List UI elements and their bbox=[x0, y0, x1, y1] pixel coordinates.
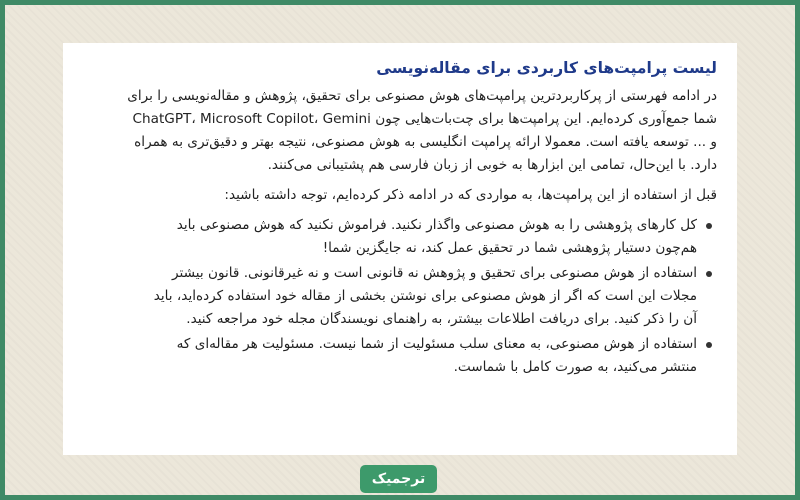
intro-line: و ... توسعه یافته است. معمولا ارائه پرامپت انگلیسی به هوش مصنوعی، نتیجه بهتر و دقیق‌تری به همراه bbox=[134, 134, 717, 150]
bullet-dot bbox=[706, 342, 712, 348]
list-item bbox=[83, 214, 717, 260]
list-item-line: کل کارهای پژوهشی را به هوش مصنوعی واگذار نکنید. فراموش نکنید که هوش مصنوعی باید bbox=[176, 217, 697, 233]
article-card bbox=[63, 43, 737, 455]
list-item bbox=[83, 333, 717, 379]
list-item-line: مجلات این است که اگر از هوش مصنوعی برای نوشتن بخشی از مقاله خود استفاده کرده‌اید، باید bbox=[153, 288, 697, 304]
list-item-line: آن را ذکر کنید. برای دریافت اطلاعات بیشتر، به راهنمای نویسندگان مجله خود مراجعه کنید. bbox=[186, 311, 697, 327]
list-item-line: هم‌چون دستیار پژوهشی شما در تحقیق عمل کند، نه جایگزین شما! bbox=[322, 240, 697, 256]
intro-line: شما جمع‌آوری کرده‌ایم. این پرامپت‌ها برای چت‌بات‌هایی چون ChatGPT، Microsoft Copilot، Gemini bbox=[132, 111, 717, 127]
list-item-line: استفاده از هوش مصنوعی برای تحقیق و پژوهش نه قانونی است و نه غیرقانونی. قانون بیشتر bbox=[172, 265, 697, 281]
intro-line: دارد. با این‌حال، تمامی این ابزارها به خوبی از زبان فارسی هم پشتیبانی می‌کنند. bbox=[267, 157, 717, 173]
intro-paragraph bbox=[83, 85, 717, 177]
article-title: لیست پرامپت‌های کاربردی برای مقاله‌نویسی bbox=[376, 59, 717, 77]
list-item-line: منتشر می‌کنید، به صورت کامل با شماست. bbox=[453, 359, 697, 375]
list-item-line: استفاده از هوش مصنوعی، به معنای سلب مسئولیت از شما نیست. مسئولیت هر مقاله‌ای که bbox=[176, 336, 697, 352]
lead-paragraph: قبل از استفاده از این پرامپت‌ها، به مواردی که در ادامه ذکر کرده‌ایم، توجه داشته باشید: bbox=[224, 187, 717, 203]
bullet-dot bbox=[706, 223, 712, 229]
list-item bbox=[83, 262, 717, 331]
notes-list bbox=[83, 214, 717, 379]
brand-logo-badge: ترجمیک bbox=[360, 465, 437, 493]
intro-line: در ادامه فهرستی از پرکاربردترین پرامپت‌های هوش مصنوعی برای تحقیق، پژوهش و مقاله‌نویسی را برای bbox=[127, 88, 717, 104]
bullet-dot bbox=[706, 271, 712, 277]
